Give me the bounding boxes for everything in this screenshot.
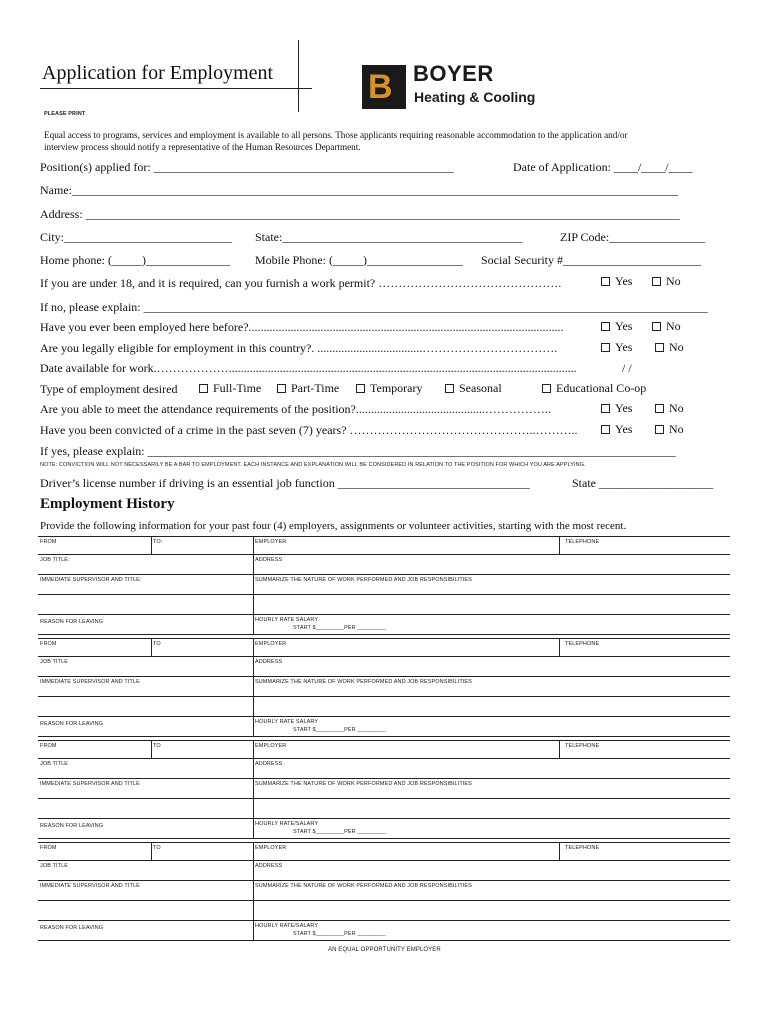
employer-address-field[interactable]: ADDRESS [255, 557, 283, 563]
employed-before-no[interactable]: No [652, 319, 681, 334]
table-divider [151, 740, 152, 758]
job-title-field[interactable]: JOB TITLE [40, 659, 68, 665]
from-field[interactable]: FROM [40, 641, 57, 647]
telephone-field[interactable]: TELEPHONE [565, 539, 600, 545]
conviction-note: NOTE: CONVICTION WILL NOT NECESSARILY BE A BAR TO EMPLOYMENT. EACH INSTANCE AND EXPLANATION WILL BE CONSIDERED IN RELATION TO THE POSITION FOR WHICH YOU ARE APPLYING. [40, 462, 586, 468]
drivers-license-field[interactable]: Driver’s license number if driving is an essential job function ________________________________ [40, 476, 530, 490]
supervisor-field[interactable]: IMMEDIATE SUPERVISOR AND TITLE [40, 883, 140, 889]
eligible-question: Are you legally eligible for employment in this country?. ...................................……………………………. [40, 341, 558, 355]
telephone-field[interactable]: TELEPHONE [565, 641, 600, 647]
table-rule [38, 818, 730, 819]
table-rule [38, 736, 730, 737]
checkbox-icon[interactable] [655, 343, 664, 352]
checkbox-icon[interactable] [655, 425, 664, 434]
table-rule [38, 634, 730, 635]
table-divider [559, 536, 560, 554]
type-seasonal[interactable]: Seasonal [445, 381, 502, 396]
table-divider [151, 536, 152, 554]
work-permit-no[interactable]: No [652, 274, 681, 289]
position-field[interactable]: Position(s) applied for: __________________________________________________ [40, 160, 454, 174]
if-no-explain-field[interactable]: If no, please explain: ______________________________________________________________________________________________ [40, 300, 708, 314]
employer-address-field[interactable]: ADDRESS [255, 863, 283, 869]
table-rule [38, 842, 730, 843]
work-permit-yes[interactable]: Yes [601, 274, 632, 289]
table-rule [38, 740, 730, 741]
job-title-field[interactable]: JOB TITLE: [40, 557, 70, 563]
table-rule [38, 920, 730, 921]
table-rule [38, 838, 730, 839]
checkbox-icon[interactable] [601, 322, 610, 331]
reason-for-leaving-field[interactable]: REASON FOR LEAVING [40, 823, 104, 829]
checkbox-icon[interactable] [445, 384, 454, 393]
employer-address-field[interactable]: ADDRESS [255, 659, 283, 665]
start-rate-field[interactable]: START $_________PER _________ [293, 829, 386, 835]
type-full-time[interactable]: Full-Time [199, 381, 261, 396]
table-rule [38, 638, 730, 639]
table-rule [38, 778, 730, 779]
logo-letter: B [368, 68, 393, 106]
employment-type-label: Type of employment desired [40, 382, 178, 396]
date-available-slashes: / / [622, 361, 632, 375]
table-divider [151, 638, 152, 656]
table-rule [38, 536, 730, 537]
from-field[interactable]: FROM [40, 845, 57, 851]
table-divider [559, 740, 560, 758]
logo-icon [362, 65, 406, 109]
page-title: Application for Employment [42, 62, 274, 84]
to-field[interactable]: TO [153, 845, 161, 851]
hourly-rate-field[interactable]: HOURLY RATE SALARY [255, 719, 319, 725]
table-rule [38, 900, 730, 901]
title-underline [40, 88, 312, 89]
table-rule [38, 940, 730, 941]
if-yes-explain-field[interactable]: If yes, please explain: ________________________________________________________________________________________ [40, 444, 676, 458]
date-available-field[interactable]: Date available for work.……………….................................................................................................................... [40, 361, 577, 375]
drivers-license-state-field[interactable]: State ___________________ [572, 476, 713, 490]
conviction-question: Have you been convicted of a crime in the past seven (7) years? ………………………………………..……….. [40, 423, 578, 437]
table-rule [38, 716, 730, 717]
employer-field[interactable]: EMPLOYER [255, 539, 287, 545]
hourly-rate-field[interactable]: HOURLY RATE/SALARY [255, 923, 319, 929]
table-rule [38, 880, 730, 881]
checkbox-icon[interactable] [652, 322, 661, 331]
table-divider [253, 740, 254, 838]
attendance-no[interactable]: No [655, 401, 684, 416]
checkbox-icon[interactable] [199, 384, 208, 393]
supervisor-field[interactable]: IMMEDIATE SUPERVISOR AND TITLE: [40, 577, 142, 583]
table-divider [151, 842, 152, 860]
employed-before-question: Have you ever been employed here before?......................................................................................................... [40, 320, 564, 334]
work-summary-field[interactable]: SUMMARIZE THE NATURE OF WORK PERFORMED AND JOB RESPONSIBILITIES [255, 577, 472, 583]
checkbox-icon[interactable] [277, 384, 286, 393]
checkbox-icon[interactable] [601, 425, 610, 434]
employer-field[interactable]: EMPLOYER [255, 641, 287, 647]
checkbox-icon[interactable] [601, 343, 610, 352]
to-field[interactable]: TO [153, 641, 161, 647]
table-rule [38, 860, 730, 861]
employment-history-heading: Employment History [40, 496, 175, 512]
type-temporary[interactable]: Temporary [356, 381, 422, 396]
table-divider [253, 536, 254, 634]
table-rule [38, 574, 730, 575]
logo-company-name: BOYER [413, 61, 494, 86]
table-rule [38, 594, 730, 595]
table-rule [38, 798, 730, 799]
job-title-field[interactable]: JOB TITLE [40, 863, 68, 869]
reason-for-leaving-field[interactable]: REASON FOR LEAVING [40, 925, 104, 931]
table-rule [38, 676, 730, 677]
table-divider [559, 638, 560, 656]
from-field[interactable]: FROM [40, 539, 57, 545]
start-rate-field[interactable]: START $_________PER _________ [293, 625, 386, 631]
zip-field[interactable]: ZIP Code:________________ [560, 230, 706, 244]
employment-history-intro: Provide the following information for your past four (4) employers, assignments or volunteer activities, starting with the most recent. [40, 520, 627, 532]
table-rule [38, 696, 730, 697]
eeo-notice-line2: interview process should notify a representative of the Human Resources Department. [44, 142, 361, 152]
table-rule [38, 554, 730, 555]
attendance-yes[interactable]: Yes [601, 401, 632, 416]
start-rate-field[interactable]: START $_________PER _________ [293, 727, 386, 733]
work-permit-question: If you are under 18, and it is required, can you furnish a work permit? ………………………………………. [40, 276, 562, 290]
attendance-question: Are you able to meet the attendance requirements of the position?...........................................…………….. [40, 402, 551, 416]
state-field[interactable]: State:________________________________________ [255, 230, 523, 244]
to-field[interactable]: TO [153, 743, 161, 749]
conviction-yes[interactable]: Yes [601, 422, 632, 437]
supervisor-field[interactable]: IMMEDIATE SUPERVISOR AND TITLE [40, 679, 140, 685]
table-rule [38, 656, 730, 657]
checkbox-icon[interactable] [652, 277, 661, 286]
reason-for-leaving-field[interactable]: REASON FOR LEAVING [40, 619, 104, 625]
work-summary-field[interactable]: SUMMARIZE THE NATURE OF WORK PERFORMED AND JOB RESPONSIBILITIES [255, 679, 472, 685]
eligible-no[interactable]: No [655, 340, 684, 355]
table-divider [253, 842, 254, 940]
supervisor-field[interactable]: IMMEDIATE SUPERVISOR AND TITLE [40, 781, 140, 787]
city-field[interactable]: City:____________________________ [40, 230, 233, 244]
hourly-rate-field[interactable]: HOURLY RATE/SALARY [255, 821, 319, 827]
ssn-field[interactable]: Social Security #_______________________ [481, 253, 701, 267]
telephone-field[interactable]: TELEPHONE [565, 845, 600, 851]
please-print-label: PLEASE PRINT [44, 111, 86, 117]
checkbox-icon[interactable] [601, 277, 610, 286]
conviction-no[interactable]: No [655, 422, 684, 437]
employer-address-field[interactable]: ADDRESS [255, 761, 283, 767]
job-title-field[interactable]: JOB TITLE [40, 761, 68, 767]
table-rule [38, 614, 730, 615]
header-divider [298, 40, 299, 112]
table-rule [38, 758, 730, 759]
checkbox-icon[interactable] [356, 384, 365, 393]
type-part-time[interactable]: Part-Time [277, 381, 339, 396]
table-divider [253, 638, 254, 736]
work-summary-field[interactable]: SUMMARIZE THE NATURE OF WORK PERFORMED AND JOB RESPONSIBILITIES [255, 883, 472, 889]
employer-field[interactable]: EMPLOYER [255, 845, 287, 851]
mobile-phone-field[interactable]: Mobile Phone: (_____)________________ [255, 253, 463, 267]
checkbox-icon[interactable] [601, 404, 610, 413]
eligible-yes[interactable]: Yes [601, 340, 632, 355]
type-educational-coop[interactable]: Educational Co-op [542, 381, 646, 396]
start-rate-field[interactable]: START $_________PER _________ [293, 931, 386, 937]
home-phone-field[interactable]: Home phone: (_____)______________ [40, 253, 230, 267]
to-field[interactable]: TO: [153, 539, 163, 545]
hourly-rate-field[interactable]: HOURLY RATE SALARY [255, 617, 319, 623]
telephone-field[interactable]: TELEPHONE [565, 743, 600, 749]
date-of-application-field[interactable]: Date of Application: ____/____/____ [513, 160, 693, 174]
name-field[interactable]: Name:_____________________________________________________________________________________________________ [40, 183, 678, 197]
checkbox-icon[interactable] [542, 384, 551, 393]
from-field[interactable]: FROM [40, 743, 57, 749]
logo-company-subtitle: Heating & Cooling [414, 89, 536, 105]
checkbox-icon[interactable] [655, 404, 664, 413]
eeo-notice-line1: Equal access to programs, services and employment is available to all persons. Those applicants requiring reasonable accommodation to the application and/or [44, 130, 628, 140]
work-summary-field[interactable]: SUMMARIZE THE NATURE OF WORK PERFORMED AND JOB RESPONSIBILITIES [255, 781, 472, 787]
table-divider [559, 842, 560, 860]
employer-field[interactable]: EMPLOYER [255, 743, 287, 749]
address-field[interactable]: Address: ___________________________________________________________________________________________________ [40, 207, 680, 221]
equal-opportunity-footer: AN EQUAL OPPORTUNITY EMPLOYER [328, 947, 441, 953]
employed-before-yes[interactable]: Yes [601, 319, 632, 334]
reason-for-leaving-field[interactable]: REASON FOR LEAVING [40, 721, 104, 727]
